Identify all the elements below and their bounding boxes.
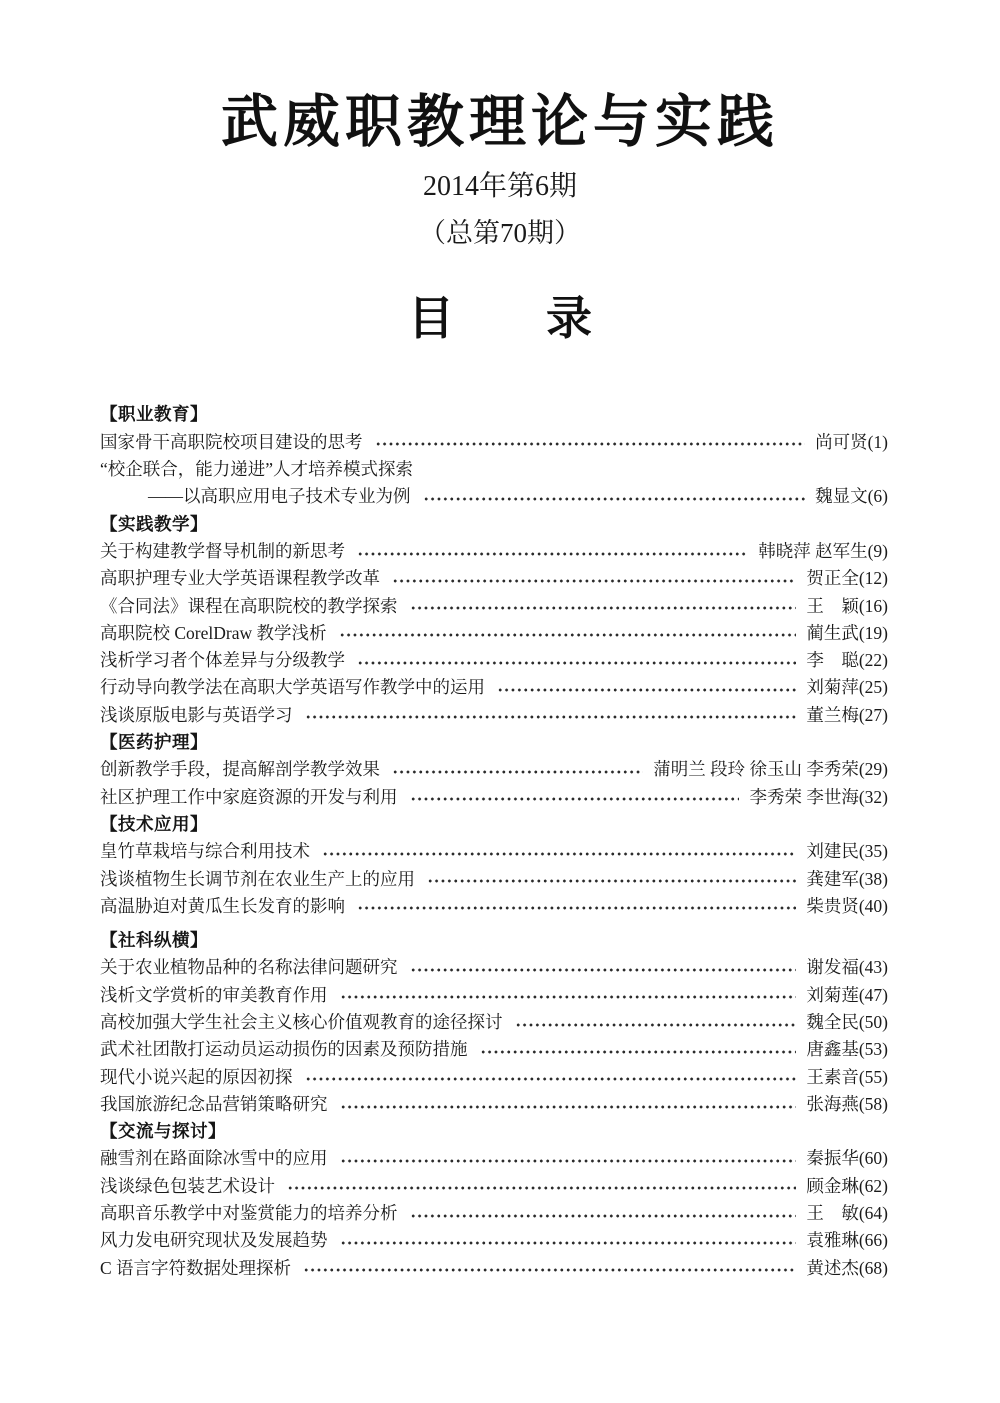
cumulative-issue-label: （总第70期） (419, 217, 581, 248)
entry-author-page: 魏全民(50) (806, 1012, 888, 1032)
entry-title: 武术社团散打运动员运动损伤的因素及预防措施 (100, 1039, 468, 1060)
dot-leader (322, 849, 796, 859)
toc-entry (100, 1036, 888, 1063)
entry-author-page: 王素音(55) (806, 1066, 888, 1087)
dot-leader (339, 630, 797, 640)
entry-author-page: 蒲明兰 段玲 徐玉山 李秀荣(29) (653, 759, 888, 780)
entry-title: 《合同法》课程在高职院校的教学探索 (100, 595, 398, 616)
dot-leader (340, 992, 797, 1002)
toc-entry (100, 1255, 888, 1282)
dot-leader (480, 1047, 797, 1057)
entry-title: 高职音乐教学中对鉴赏能力的培养分析 (100, 1203, 398, 1224)
toc-entry (100, 893, 888, 920)
journal-title: 武威职教理论与实践 (221, 91, 779, 154)
entry-title: 社区护理工作中家庭资源的开发与利用 (100, 786, 398, 807)
toc-entry (100, 954, 888, 981)
dot-leader (497, 685, 796, 695)
dot-leader (410, 603, 797, 613)
dot-leader (423, 494, 806, 504)
dot-leader (340, 1102, 797, 1112)
entry-title: 国家骨干高职院校项目建设的思考 (100, 431, 363, 452)
toc-entry (100, 1064, 888, 1091)
entry-author-page: 董兰梅(27) (806, 704, 888, 725)
entry-author-page: 袁雅琳(66) (806, 1230, 888, 1251)
dot-leader (375, 439, 806, 449)
entry-title: 皇竹草栽培与综合利用技术 (100, 841, 310, 862)
dot-leader (392, 576, 796, 586)
entry-author-page: 顾金琳(62) (806, 1175, 888, 1196)
toc-entry (100, 429, 888, 456)
toc-entry (100, 674, 888, 701)
entry-title: 融雪剂在路面除冰雪中的应用 (100, 1148, 328, 1169)
toc-entry (100, 593, 888, 620)
toc-entry (100, 784, 888, 811)
entry-author-page: 黄述杰(68) (806, 1257, 888, 1278)
entry-title: 浅析学习者个体差异与分级教学 (100, 650, 345, 671)
issue-label: 2014年第6期 (422, 171, 577, 203)
dot-leader (410, 965, 797, 975)
entry-author-page: 王 敏(64) (806, 1203, 888, 1224)
toc-entry (100, 1173, 888, 1200)
entry-title: 高温胁迫对黄瓜生长发育的影响 (100, 895, 345, 916)
entry-author-page: 柴贵贤(40) (806, 895, 888, 916)
entry-title: 创新教学手段，提高解剖学教学效果 (100, 759, 380, 780)
entry-title: 浅谈绿色包装艺术设计 (100, 1175, 275, 1196)
entry-author-page: 刘菊莲(47) (806, 984, 888, 1005)
toc-section-header: 【交流与探讨】 (100, 1121, 226, 1142)
toc-entry (100, 1227, 888, 1254)
toc-entry-title-line (100, 456, 888, 483)
toc-entry (100, 866, 888, 893)
toc-entry (100, 620, 888, 647)
toc-section-header: 【职业教育】 (100, 404, 208, 425)
toc-entry (100, 483, 888, 510)
entry-author-page: 龚建军(38) (806, 868, 888, 889)
toc-section-header: 【社科纵横】 (100, 930, 208, 951)
entry-title: 关于农业植物品种的名称法律问题研究 (100, 957, 398, 978)
toc-entry (100, 702, 888, 729)
entry-author-page: 张海燕(58) (806, 1093, 888, 1114)
dot-leader (340, 1238, 797, 1248)
entry-author-page: 尚可贤(1) (815, 431, 888, 452)
dot-leader (357, 658, 796, 668)
entry-author-page: 李秀荣 李世海(32) (749, 786, 888, 807)
toc-entry (100, 1200, 888, 1227)
dot-leader (410, 794, 740, 804)
dot-leader (357, 549, 748, 559)
entry-title: 浅析文学赏析的审美教育作用 (100, 984, 328, 1005)
dot-leader (392, 767, 643, 777)
dot-leader (305, 712, 797, 722)
toc-entry (100, 1145, 888, 1172)
toc-section-header: 【医药护理】 (100, 732, 208, 753)
dot-leader (427, 876, 796, 886)
entry-title: 浅谈植物生长调节剂在农业生产上的应用 (100, 868, 415, 889)
toc-entry (100, 838, 888, 865)
toc-entry (100, 647, 888, 674)
dot-leader (287, 1183, 796, 1193)
entry-title: “校企联合，能力递进”人才培养模式探索 (100, 459, 414, 480)
toc-entry (100, 565, 888, 592)
contents-heading: 目 录 (408, 292, 592, 344)
entry-author-page: 秦振华(60) (806, 1148, 888, 1169)
entry-title: 高职护理专业大学英语课程教学改革 (100, 568, 380, 589)
toc-entry (100, 538, 888, 565)
entry-title: 风力发电研究现状及发展趋势 (100, 1230, 328, 1251)
entry-title: 行动导向教学法在高职大学英语写作教学中的运用 (100, 677, 485, 698)
entry-author-page: 唐鑫基(53) (806, 1039, 888, 1060)
toc-entry (100, 1009, 888, 1036)
entry-author-page: 谢发福(43) (806, 957, 888, 978)
dot-leader (410, 1211, 797, 1221)
toc-entry (100, 756, 888, 783)
dot-leader (357, 903, 796, 913)
dot-leader (305, 1074, 797, 1084)
entry-author-page: 刘菊萍(25) (806, 677, 888, 698)
entry-title: 高职院校 CorelDraw 教学浅析 (100, 622, 327, 643)
entry-title: 浅谈原版电影与英语学习 (100, 704, 293, 725)
dot-leader (303, 1265, 796, 1275)
entry-author-page: 蔺生武(19) (806, 622, 888, 643)
toc-entry (100, 1091, 888, 1118)
entry-title: 我国旅游纪念品营销策略研究 (100, 1093, 328, 1114)
toc-entry (100, 982, 888, 1009)
entry-title: ——以高职应用电子技术专业为例 (148, 486, 411, 507)
entry-author-page: 韩晓萍 赵军生(9) (758, 540, 888, 561)
entry-author-page: 刘建民(35) (806, 841, 888, 862)
dot-leader (340, 1156, 797, 1166)
entry-title: C 语言字符数据处理探析 (100, 1257, 292, 1278)
entry-author-page: 魏显文(6) (815, 486, 888, 507)
table-of-contents (100, 401, 888, 1282)
toc-section-header: 【实践教学】 (100, 513, 208, 534)
entry-author-page: 王 颖(16) (806, 595, 888, 616)
entry-author-page: 贺正全(12) (806, 568, 888, 589)
entry-title: 现代小说兴起的原因初探 (100, 1066, 293, 1087)
entry-title: 高校加强大学生社会主义核心价值观教育的途径探讨 (100, 1012, 503, 1032)
toc-section-header: 【技术应用】 (100, 813, 208, 834)
dot-leader (515, 1020, 797, 1030)
entry-author-page: 李 聪(22) (806, 650, 888, 671)
entry-title: 关于构建教学督导机制的新思考 (100, 540, 345, 561)
